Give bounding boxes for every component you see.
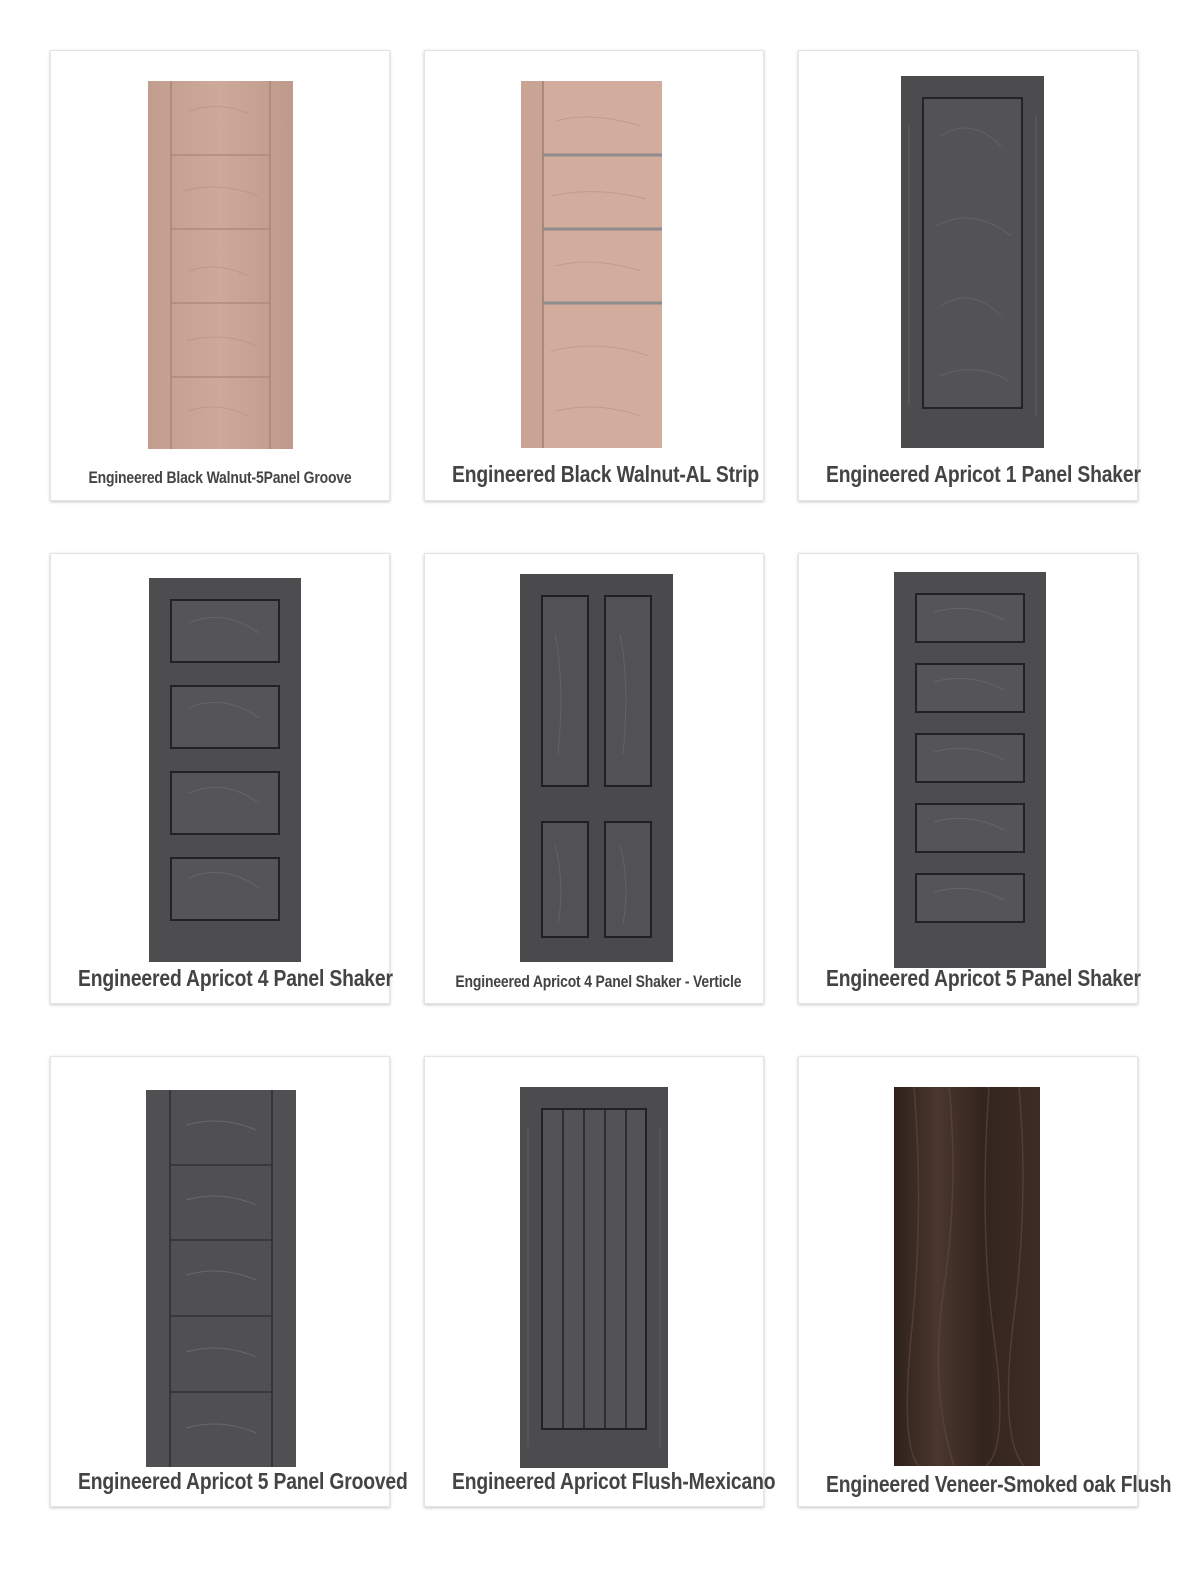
door-name: Engineered Apricot 5 Panel Grooved xyxy=(78,1468,408,1494)
door-name: Engineered Veneer-Smoked oak Flush xyxy=(826,1471,1172,1497)
product-card-apricot-5-panel[interactable] xyxy=(798,553,1141,1004)
door-image xyxy=(520,574,673,962)
door-name: Engineered Apricot 4 Panel Shaker - Verticle xyxy=(455,972,742,991)
door-name: Engineered Apricot 5 Panel Shaker xyxy=(826,965,1141,991)
product-card-apricot-4-vertical[interactable] xyxy=(424,553,764,1004)
product-card-smoked-oak-flush[interactable] xyxy=(798,1056,1172,1507)
door-image xyxy=(901,76,1044,448)
door-image xyxy=(148,81,293,449)
product-card-walnut-5panel-groove[interactable] xyxy=(50,50,390,501)
product-card-apricot-mexicano[interactable] xyxy=(424,1056,776,1507)
door-name: Engineered Black Walnut-AL Strip xyxy=(452,461,760,487)
door-image xyxy=(149,578,301,962)
door-name: Engineered Apricot 1 Panel Shaker xyxy=(826,461,1141,487)
door-name: Engineered Apricot Flush-Mexicano xyxy=(452,1468,776,1494)
door-image xyxy=(146,1090,296,1467)
door-image xyxy=(521,81,662,448)
door-name: Engineered Black Walnut-5Panel Groove xyxy=(88,468,352,487)
product-card-apricot-1-panel[interactable] xyxy=(798,50,1141,501)
door-image xyxy=(894,1087,1040,1466)
product-card-apricot-5-grooved[interactable] xyxy=(50,1056,408,1507)
product-card-walnut-al-strip[interactable] xyxy=(424,50,764,501)
product-card-apricot-4-panel[interactable] xyxy=(50,553,393,1004)
door-name: Engineered Apricot 4 Panel Shaker xyxy=(78,965,393,991)
door-image xyxy=(520,1087,668,1468)
door-image xyxy=(894,572,1046,968)
